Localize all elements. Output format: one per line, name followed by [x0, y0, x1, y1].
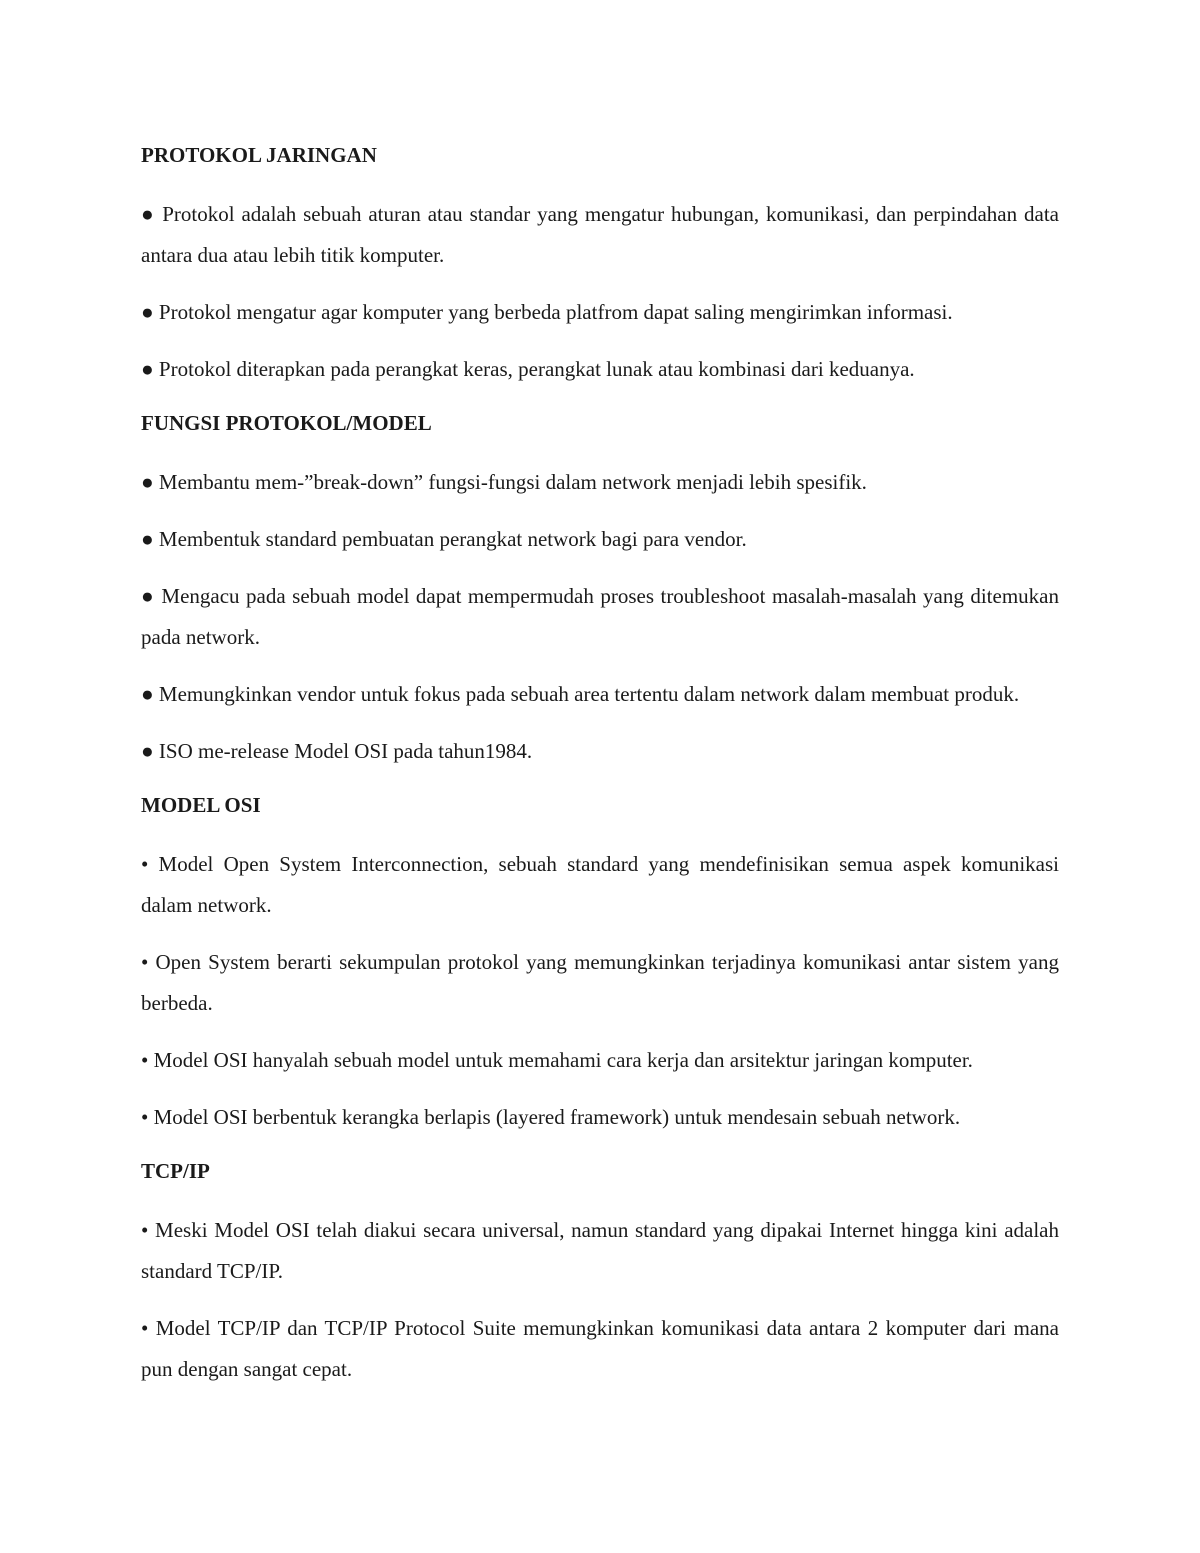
paragraph: • Meski Model OSI telah diakui secara universal, namun standard yang dipakai Internet hingga kini adalah standard TCP/IP. — [141, 1218, 1059, 1283]
section-heading-tcp-ip: TCP/IP — [141, 1159, 210, 1183]
paragraph: ● ISO me-release Model OSI pada tahun1984. — [141, 739, 533, 763]
document-page — [141, 138, 1059, 1406]
paragraph: ● Protokol diterapkan pada perangkat keras, perangkat lunak atau kombinasi dari keduanya. — [141, 357, 915, 381]
paragraph: • Model OSI berbentuk kerangka berlapis (layered framework) untuk mendesain sebuah network. — [141, 1105, 961, 1129]
paragraph: ● Membentuk standard pembuatan perangkat network bagi para vendor. — [141, 527, 747, 551]
paragraph: • Model OSI hanyalah sebuah model untuk memahami cara kerja dan arsitektur jaringan komputer. — [141, 1048, 973, 1072]
paragraph: ● Memungkinkan vendor untuk fokus pada sebuah area tertentu dalam network dalam membuat produk. — [141, 682, 1020, 706]
section-heading-fungsi-protokol-model: FUNGSI PROTOKOL/MODEL — [141, 411, 432, 435]
paragraph: • Open System berarti sekumpulan protokol yang memungkinkan terjadinya komunikasi antar sistem yang berbeda. — [141, 950, 1059, 1015]
paragraph: • Model Open System Interconnection, sebuah standard yang mendefinisikan semua aspek komunikasi dalam network. — [141, 852, 1059, 917]
paragraph: ● Membantu mem-”break-down” fungsi-fungsi dalam network menjadi lebih spesifik. — [141, 470, 867, 494]
paragraph: ● Protokol adalah sebuah aturan atau standar yang mengatur hubungan, komunikasi, dan perpindahan data antara dua atau lebih titik komputer. — [141, 202, 1059, 267]
section-heading-protokol-jaringan: PROTOKOL JARINGAN — [141, 143, 377, 167]
paragraph: • Model TCP/IP dan TCP/IP Protocol Suite memungkinkan komunikasi data antara 2 komputer dari mana pun dengan sangat cepat. — [141, 1316, 1059, 1381]
paragraph: ● Mengacu pada sebuah model dapat mempermudah proses troubleshoot masalah-masalah yang ditemukan pada network. — [141, 584, 1059, 649]
paragraph: ● Protokol mengatur agar komputer yang berbeda platfrom dapat saling mengirimkan informasi. — [141, 300, 953, 324]
section-heading-model-osi: MODEL OSI — [141, 793, 261, 817]
